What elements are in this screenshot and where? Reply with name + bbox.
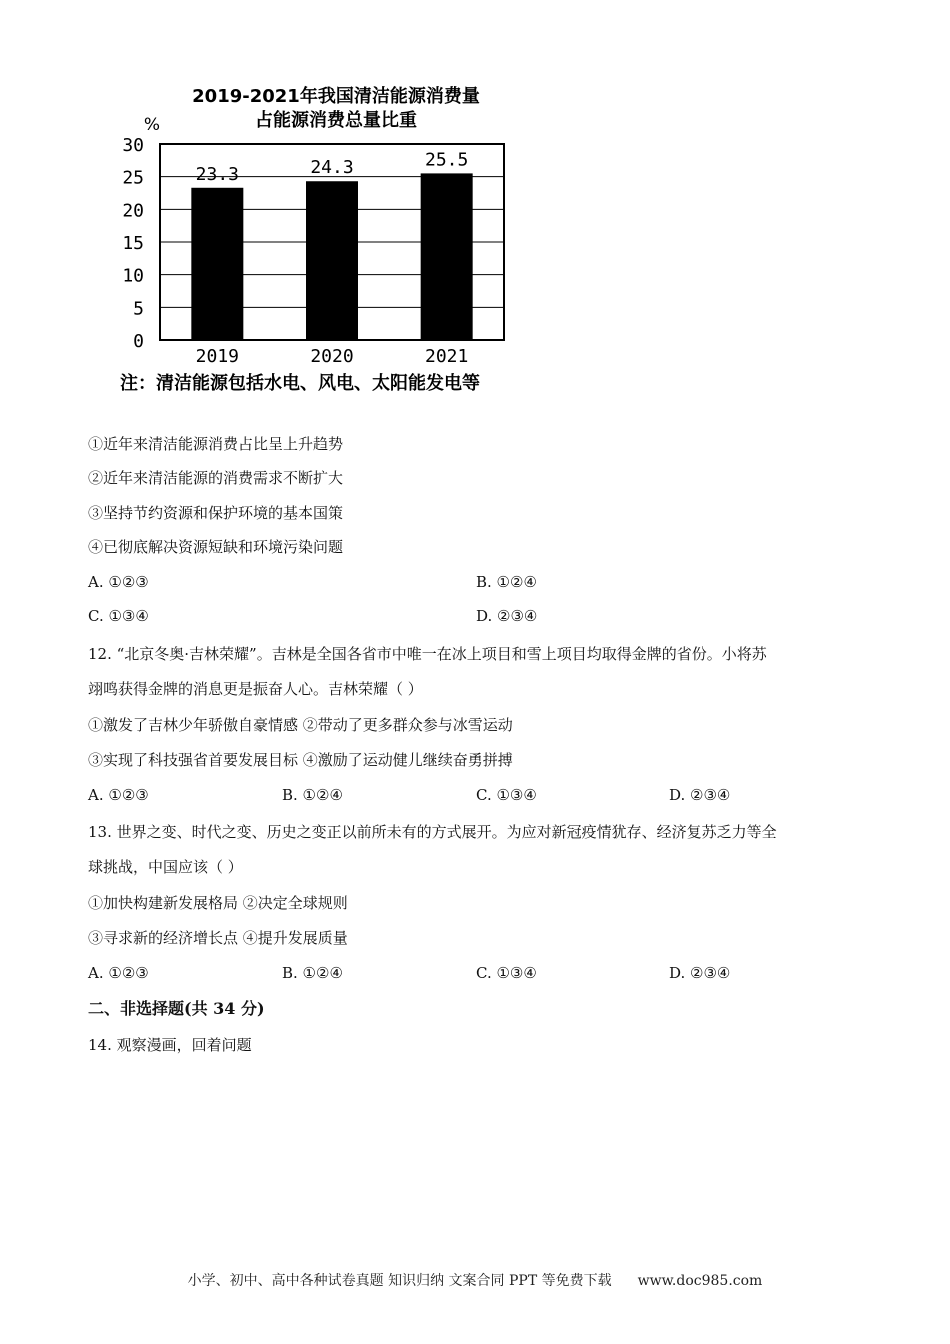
q11-option-a[interactable]: A. ①②③	[88, 573, 149, 591]
q11-item-2: ②近年来清洁能源的消费需求不断扩大	[88, 469, 344, 487]
q13-option-b[interactable]: B. ①②④	[282, 964, 343, 982]
q12-option-b[interactable]: B. ①②④	[282, 786, 343, 804]
q13-item-line-2: ③寻求新的经济增长点 ④提升发展质量	[88, 929, 348, 947]
data-label-2020: 24.3	[310, 157, 354, 179]
q13-option-d[interactable]: D. ②③④	[669, 964, 731, 982]
bar-2020	[306, 181, 358, 340]
q11-item-4: ④已彻底解决资源短缺和环境污染问题	[88, 538, 344, 556]
footer-text: 小学、初中、高中各种试卷真题 知识归纳 文案合同 PPT 等免费下载	[187, 1273, 612, 1289]
y-tick-labels	[122, 135, 144, 352]
q13-option-a[interactable]: A. ①②③	[88, 964, 149, 982]
y-tick-10: 10	[122, 265, 144, 287]
y-tick-25: 25	[122, 167, 144, 189]
chart-subtitle: 占能源消费总量比重	[255, 110, 417, 131]
q13-item-line-1: ①加快构建新发展格局 ②决定全球规则	[88, 894, 348, 912]
y-tick-5: 5	[133, 298, 144, 320]
x-tick-2019: 2019	[195, 346, 240, 367]
q12-item-line-2: ③实现了科技强省首要发展目标 ④激励了运动健儿继续奋勇拼搏	[88, 751, 513, 769]
clean-energy-bar-chart	[100, 78, 570, 398]
chart-note: 注：清洁能源包括水电、风电、太阳能发电等	[120, 373, 480, 394]
page-footer	[0, 1270, 950, 1290]
q11-option-b[interactable]: B. ①②④	[476, 573, 537, 591]
q12-option-c[interactable]: C. ①③④	[476, 786, 537, 804]
q11-item-1: ①近年来清洁能源消费占比呈上升趋势	[88, 435, 344, 453]
y-axis-unit-label: %	[143, 115, 161, 135]
data-label-2021: 25.5	[424, 149, 469, 171]
data-label-2019: 23.3	[195, 163, 240, 185]
q12-stem-line-1: 12. “北京冬奥·吉林荣耀”。吉林是全国各省市中唯一在冰上项目和雪上项目均取得金牌的省份。小将苏	[88, 645, 767, 663]
q11-option-d[interactable]: D. ②③④	[476, 607, 538, 625]
q11-item-3: ③坚持节约资源和保护环境的基本国策	[88, 504, 344, 522]
y-tick-15: 15	[122, 233, 144, 254]
q13-stem-line-2: 球挑战，中国应该（ ）	[88, 858, 243, 876]
x-tick-2021: 2021	[424, 346, 469, 367]
q14-stem: 14. 观察漫画，回着问题	[88, 1036, 252, 1054]
q12-option-d[interactable]: D. ②③④	[669, 786, 731, 804]
y-tick-30: 30	[122, 135, 144, 156]
x-tick-labels	[196, 346, 469, 367]
x-tick-2020: 2020	[310, 346, 354, 367]
y-tick-20: 20	[122, 200, 144, 222]
q12-item-line-1: ①激发了吉林少年骄傲自豪情感 ②带动了更多群众参与冰雪运动	[88, 716, 513, 734]
q12-option-a[interactable]: A. ①②③	[88, 786, 149, 804]
y-tick-0: 0	[133, 331, 144, 352]
q13-option-c[interactable]: C. ①③④	[476, 964, 537, 982]
bar-2021	[421, 173, 473, 340]
bars	[191, 173, 472, 340]
footer-url[interactable]: www.doc985.com	[637, 1273, 763, 1289]
chart-title: 2019-2021年我国清洁能源消费量	[192, 86, 480, 107]
bar-2019	[191, 188, 243, 340]
q12-stem-line-2: 翊鸣获得金牌的消息更是振奋人心。吉林荣耀（ ）	[88, 680, 423, 698]
q13-stem-line-1: 13. 世界之变、时代之变、历史之变正以前所未有的方式展开。为应对新冠疫情犹存、经济复苏乏力等全	[88, 823, 777, 841]
q11-option-c[interactable]: C. ①③④	[88, 607, 149, 625]
section-2-heading: 二、非选择题(共 34 分)	[88, 999, 265, 1018]
